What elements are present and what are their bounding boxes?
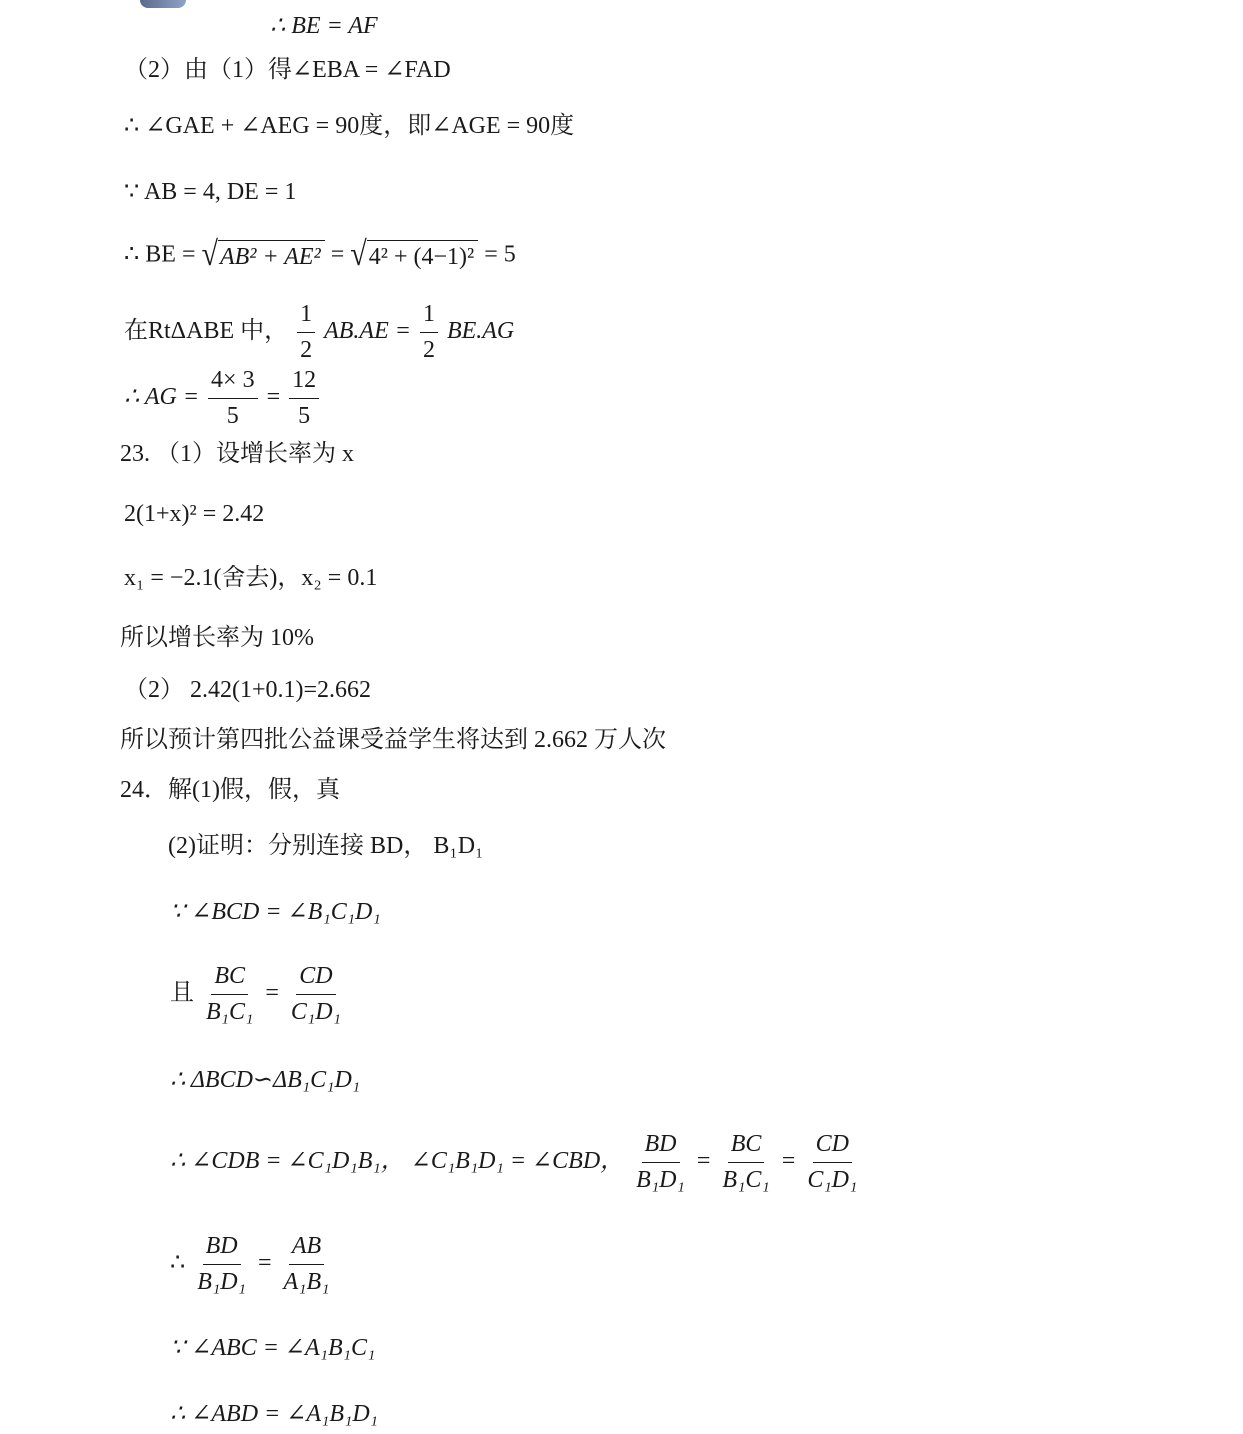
line-q23-part1: 23. （1）设增长率为 x <box>120 441 354 467</box>
line-growth-rate: 所以增长率为 10% <box>120 625 314 651</box>
line-corresponding-angles <box>170 1130 863 1195</box>
line-ratio-bd-ab <box>170 1232 336 1297</box>
fraction-bc-2: $\frac{BC}{\text{B₁C₁}}$ <box>722 1131 770 1193</box>
be-prefix: ∴ BE = <box>124 241 196 268</box>
line-similar-triangles: ∴ ΔBCD∽ΔB₁C₁D₁ <box>170 1067 361 1093</box>
line-angle-abc: ∵ ∠ABC = ∠A₁B₁C₁ <box>170 1335 376 1361</box>
line-q24-part1: 24．解(1)假，假，真 <box>120 777 340 803</box>
line-be-sqrt <box>124 235 516 274</box>
fraction-cd-2: $\frac{CD}{\text{C₁D₁}}$ <box>807 1131 858 1193</box>
ratio-eq: = <box>265 979 279 1006</box>
line-q24-proof-start: (2)证明：分别连接 BD， B₁D₁ <box>168 833 484 859</box>
partial-figure-image <box>140 0 186 8</box>
line-growth-roots: x₁ = −2.1(舍去)，x₂ = 0.1 <box>124 565 378 591</box>
ratio-prefix: 且 <box>170 979 194 1006</box>
sqrt-numeric: √ 4² + (4−1)² <box>350 240 478 272</box>
line-area-equation <box>124 300 514 365</box>
fraction-bc: $\frac{BC}{\text{B₁C₁}}$ <box>206 963 254 1025</box>
line-angle-bcd: ∵ ∠BCD = ∠B₁C₁D₁ <box>170 899 381 925</box>
line-angle-sum: ∴ ∠GAE + ∠AEG = 90度，即∠AGE = 90度 <box>124 113 575 139</box>
fraction-bd: $\frac{BD}{\text{B₁D₁}}$ <box>636 1131 685 1193</box>
line-q23-part2: （2） 2.42(1+0.1)=2.662 <box>124 677 372 703</box>
line-be-af: ∴ BE = AF <box>270 13 378 39</box>
sqrt-ab-ae: √ AB² + AE² <box>201 240 324 272</box>
line-given-ab-de: ∵ AB = 4, DE = 1 <box>124 179 297 205</box>
be-eq: = <box>330 241 345 268</box>
ratio2-eq: = <box>257 1249 272 1276</box>
line-part2-angles: （2）由（1）得∠EBA = ∠FAD <box>124 57 451 83</box>
fraction-ab: $\frac{AB}{\text{A₁B₁}}$ <box>283 1233 330 1295</box>
angles-eq-1: = <box>696 1147 711 1174</box>
line-angle-abd: ∴ ∠ABD = ∠A₁B₁D₁ <box>170 1401 379 1427</box>
ag-prefix: ∴ AG = <box>124 383 200 410</box>
area-prefix: 在RtΔABE 中， <box>124 317 289 344</box>
area-mid: AB.AE = <box>324 317 411 344</box>
fraction-half-1: $\frac{1}{2}$ <box>297 300 315 365</box>
angles-eq-2: = <box>781 1147 796 1174</box>
ag-eq: = <box>266 383 281 410</box>
be-result: = 5 <box>484 241 516 268</box>
fraction-half-2: $\frac{1}{2}$ <box>420 300 438 365</box>
line-ratio-bc-cd <box>170 962 347 1027</box>
line-growth-equation: 2(1+x)² = 2.42 <box>124 501 265 527</box>
fraction-cd: $\frac{CD}{\text{C₁D₁}}$ <box>290 963 341 1025</box>
angles-prefix: ∴ ∠CDB = ∠C₁D₁B₁， ∠C₁B₁D₁ = ∠CBD， <box>170 1147 625 1174</box>
fraction-4x3-over-5: $\frac{4\times 3}{5}$ <box>208 366 258 431</box>
area-suffix: BE.AG <box>446 317 515 344</box>
fraction-bd-2: $\frac{BD}{\text{B₁D₁}}$ <box>197 1233 246 1295</box>
line-ag-value <box>124 366 322 431</box>
line-q23-conclusion: 所以预计第四批公益课受益学生将达到 2.662 万人次 <box>120 727 666 753</box>
fraction-12-over-5: $\frac{12}{5}$ <box>289 366 319 431</box>
ratio2-prefix: ∴ <box>170 1249 186 1276</box>
